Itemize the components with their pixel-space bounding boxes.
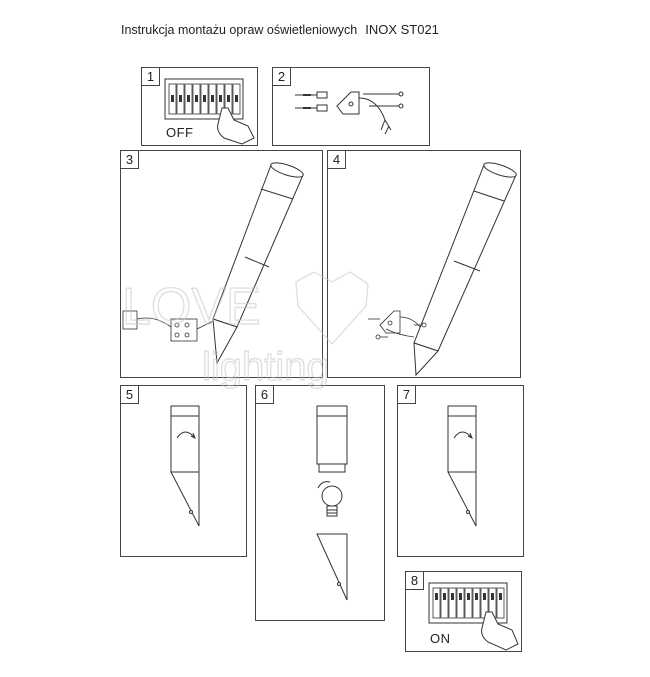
wall-lamp-icon	[121, 386, 248, 558]
step-number: 7	[398, 386, 416, 404]
title-text: Instrukcja montażu opraw oświetleniowych	[121, 23, 358, 37]
wall-lamp-icon	[121, 151, 324, 379]
circuit-breaker-panel-icon	[142, 68, 259, 147]
step-8-panel	[405, 571, 522, 652]
document-title	[121, 22, 439, 37]
screw-icon	[303, 94, 311, 109]
wall-lamp-icon	[328, 151, 522, 379]
step-2-panel	[272, 67, 430, 146]
circuit-breaker-panel-icon	[406, 572, 523, 653]
watermark-line-1: LOVE	[122, 278, 261, 336]
mounting-bracket-icon	[273, 68, 431, 147]
step-number: 3	[121, 151, 139, 169]
wall-lamp-icon	[398, 386, 525, 558]
light-bulb-icon	[322, 486, 342, 516]
step-7-panel	[397, 385, 524, 557]
step-number: 6	[256, 386, 274, 404]
off-label: OFF	[166, 125, 194, 140]
step-3-panel	[120, 150, 323, 378]
model-name: INOX ST021	[365, 22, 439, 37]
step-number: 5	[121, 386, 139, 404]
wall-lamp-icon	[256, 386, 386, 622]
step-4-panel	[327, 150, 521, 378]
step-number: 1	[142, 68, 160, 86]
watermark-line-2: lighting	[202, 345, 329, 389]
step-number: 8	[406, 572, 424, 590]
pointing-hand-icon	[218, 108, 254, 144]
step-number: 2	[273, 68, 291, 86]
step-number: 4	[328, 151, 346, 169]
on-label: ON	[430, 631, 451, 646]
step-1-panel	[141, 67, 258, 146]
step-5-panel	[120, 385, 247, 557]
step-6-panel	[255, 385, 385, 621]
